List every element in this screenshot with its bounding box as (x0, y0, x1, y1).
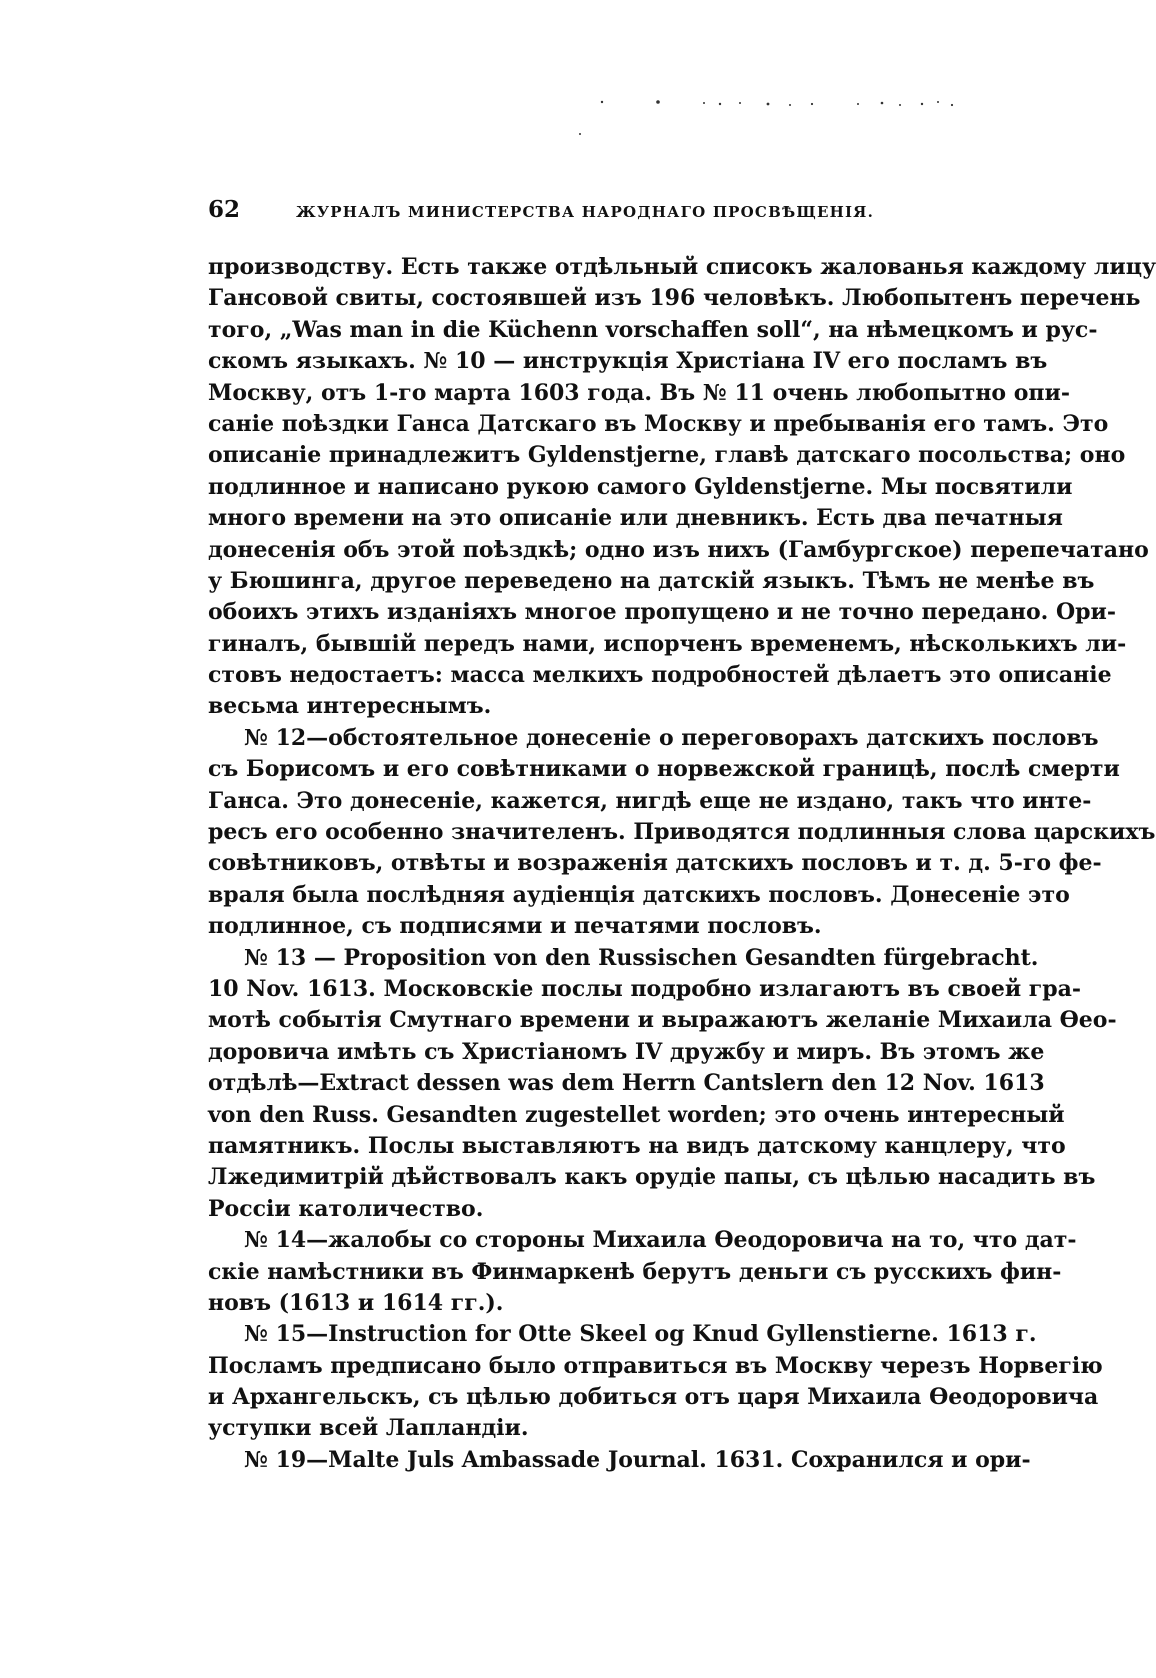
text-line: 10 Nov. 1613. Московскіе послы подробно излагаютъ въ своей гра- (208, 975, 1082, 1002)
text-line: съ Борисомъ и его совѣтниками о норвежской границѣ, послѣ смерти (208, 756, 1120, 783)
text-line: гиналъ, бывшій передъ нами, испорченъ временемъ, нѣсколькихъ ли- (208, 630, 1127, 657)
text-line: Лжедимитрій дѣйствовалъ какъ орудіе папы, съ цѣлью насадить въ (208, 1164, 1096, 1191)
text-line: скомъ языкахъ. № 10 — инструкція Христіана IV его посламъ въ (208, 348, 1048, 375)
text-line: у Бюшинга, другое переведено на датскій языкъ. Тѣмъ не менѣе въ (208, 567, 1095, 594)
text-line: Гансовой свиты, состоявшей изъ 196 человѣкъ. Любопытенъ перечень (208, 285, 1141, 312)
text-line: уступки всей Лапландіи. (208, 1415, 529, 1442)
paragraph-start-line: № 12—обстоятельное донесеніе о переговорахъ датскихъ пословъ (244, 724, 1099, 751)
text-line: Ганса. Это донесеніе, кажется, нигдѣ еще не издано, такъ что инте- (208, 787, 1092, 814)
scan-noise-specks (600, 96, 1000, 120)
text-line: подлинное и написано рукою самого Gyldenstjerne. Мы посвятили (208, 473, 1073, 500)
text-line: и Архангельскъ, съ цѣлью добиться отъ царя Михаила Ѳеодоровича (208, 1384, 1099, 1411)
body-text (208, 252, 1156, 1476)
page-number: 62 (208, 196, 241, 223)
text-line: памятникъ. Послы выставляютъ на видъ датскому канцлеру, что (208, 1132, 1066, 1159)
text-line: обоихъ этихъ изданіяхъ многое пропущено и не точно передано. Ори- (208, 599, 1116, 626)
paragraph-start-line: № 19—Malte Juls Ambassade Journal. 1631. Сохранился и ори- (244, 1446, 1031, 1473)
paragraph-start-line: № 14—жалобы со стороны Михаила Ѳеодоровича на то, что дат- (244, 1227, 1077, 1254)
text-line: саніе поѣздки Ганса Датскаго въ Москву и пребыванія его тамъ. Это (208, 410, 1109, 437)
text-line: того, „Was man in die Küchenn vorschaffen soll“, на нѣмецкомъ и рус- (208, 316, 1098, 343)
text-line: донесенія объ этой поѣздкѣ; одно изъ нихъ (Гамбургское) перепечатано (208, 536, 1149, 563)
page-header (208, 196, 988, 230)
running-title: ЖУРНАЛЪ МИНИСТЕРСТВА НАРОДНАГО ПРОСВѢЩЕНІЯ. (296, 203, 875, 221)
text-line: von den Russ. Gesandten zugestellet worden; это очень интересный (208, 1101, 1065, 1128)
text-line: производству. Есть также отдѣльный списокъ жалованья каждому лицу (208, 254, 1156, 280)
text-line: Россіи католичество. (208, 1195, 484, 1222)
text-line: совѣтниковъ, отвѣты и возраженія датскихъ пословъ и т. д. 5-го фе- (208, 850, 1102, 877)
paragraph-start-line: № 13 — Proposition von den Russischen Gesandten fürgebracht. (244, 944, 1039, 971)
text-line: мотѣ событія Смутнаго времени и выражаютъ желаніе Михаила Ѳео- (208, 1007, 1117, 1034)
text-line: враля была послѣдняя аудіенція датскихъ пословъ. Донесеніе это (208, 881, 1070, 908)
text-line: скіе намѣстники въ Финмаркенѣ берутъ деньги съ русскихъ фин- (208, 1258, 1062, 1285)
text-line: доровича имѣть съ Христіаномъ IV дружбу и миръ. Въ этомъ же (208, 1038, 1045, 1065)
text-line: Москву, отъ 1-го марта 1603 года. Въ № 11 очень любопытно опи- (208, 379, 1070, 406)
text-line: отдѣлѣ—Extract dessen was dem Herrn Cantslern den 12 Nov. 1613 (208, 1070, 1045, 1097)
text-line: весьма интереснымъ. (208, 693, 492, 720)
text-line: ресъ его особенно значителенъ. Приводятся подлинныя слова царскихъ (208, 819, 1156, 846)
text-line: много времени на это описаніе или дневникъ. Есть два печатныя (208, 505, 1063, 532)
text-line: стовъ недостаетъ: масса мелкихъ подробностей дѣлаетъ это описаніе (208, 662, 1112, 689)
paragraph-start-line: № 15—Instruction for Otte Skeel og Knud Gyllenstierne. 1613 г. (244, 1321, 1037, 1348)
text-line: подлинное, съ подписями и печатями пословъ. (208, 913, 822, 940)
text-line: новъ (1613 и 1614 гг.). (208, 1289, 504, 1316)
text-line: Посламъ предписано было отправиться въ Москву черезъ Норвегію (208, 1352, 1103, 1379)
text-line: описаніе принадлежитъ Gyldenstjerne, главѣ датскаго посольства; оно (208, 442, 1126, 469)
